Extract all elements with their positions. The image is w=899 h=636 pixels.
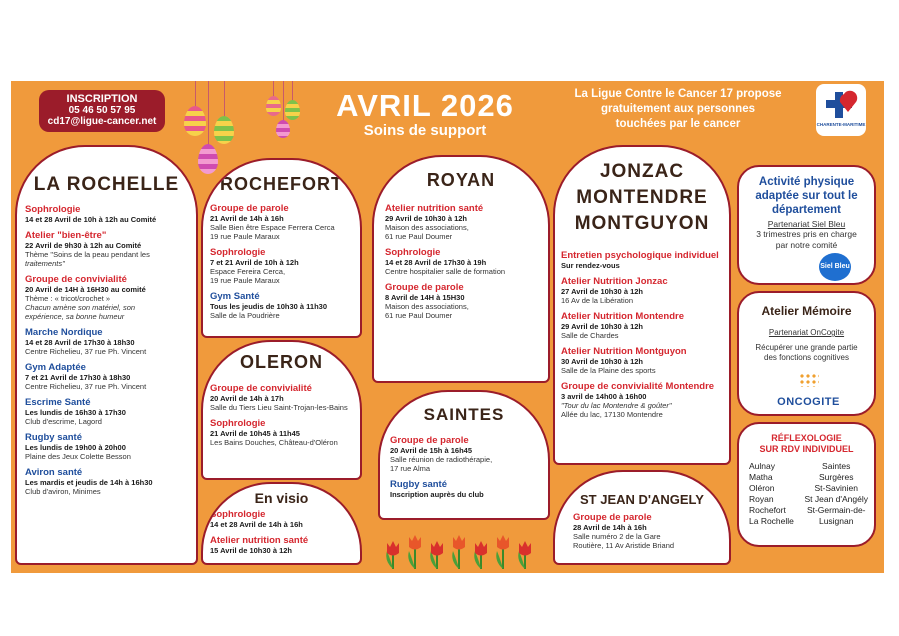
event-detail: Salle Bien être Espace Ferrera Cerca: [210, 223, 335, 232]
panel-description: [739, 229, 874, 251]
panel-jonzac-montendre-montguyon: [553, 145, 731, 465]
event-list: [203, 373, 360, 447]
city-item: St-Savinien: [814, 483, 858, 493]
city-item: Oléron: [749, 483, 775, 493]
egg-icon: [198, 144, 218, 174]
event-title: Gym Adaptée: [25, 362, 86, 373]
tulip-leaf: [452, 551, 459, 569]
event-date: 28 Avril de 14h à 16h: [573, 523, 647, 532]
panel-royan: [372, 155, 550, 383]
oncogite-flower-icon: [799, 373, 819, 387]
event-item: [561, 340, 729, 375]
event-detail: Club d'escrime, Lagord: [25, 417, 102, 426]
city-item: Matha: [749, 472, 773, 482]
event-date: 7 et 21 Avril de 17h30 à 18h30: [25, 373, 131, 382]
event-title: Groupe de parole: [573, 512, 652, 523]
event-title: Rugby santé: [390, 479, 448, 490]
tulip-flower-icon: [431, 541, 443, 556]
logo-caption: CHARENTE-MARITIME: [816, 122, 866, 127]
event-date: 22 Avril de 9h30 à 12h au Comité: [25, 241, 142, 250]
event-title: Escrime Santé: [25, 397, 91, 408]
ligue-cross-icon: [816, 84, 866, 136]
intro-line: gratuitement aux personnes: [600, 103, 755, 115]
event-item: [385, 276, 548, 320]
event-detail: Maison des associations,: [385, 302, 469, 311]
event-item: [25, 204, 196, 224]
event-title: Groupe de parole: [385, 282, 464, 293]
panel-title: OLERON: [239, 352, 323, 372]
event-detail: 17 rue Alma: [390, 464, 431, 473]
egg-icon: [214, 116, 234, 144]
event-detail: Salle de la Plaine des sports: [561, 366, 656, 375]
event-list: [203, 195, 360, 320]
city-item: La Rochelle: [749, 516, 794, 526]
event-date: 7 et 21 Avril de 10h à 12h: [210, 258, 299, 267]
intro-line: La Ligue Contre le Cancer 17 propose: [574, 88, 782, 100]
event-detail: Club d'aviron, Minimes: [25, 487, 101, 496]
panel-st-jean-dangely: [553, 470, 731, 565]
event-title: Aviron santé: [25, 467, 83, 478]
page-title: AVRIL 2026: [336, 88, 514, 123]
egg-icon: [184, 106, 206, 136]
tulip-leaf: [496, 551, 503, 569]
egg-icon: [276, 120, 290, 138]
event-item: [210, 285, 360, 320]
event-detail: Espace Fereira Cerca,: [210, 267, 286, 276]
panel-title: En visio: [254, 490, 309, 506]
event-item: [385, 203, 548, 241]
event-date: 27 Avril de 10h30 à 12h: [561, 287, 643, 296]
event-date: 20 Avril de 14H à 16H30 au comité: [25, 285, 146, 294]
panel-title-line: MONTENDRE: [576, 187, 708, 208]
event-date: Sur rendez-vous: [561, 261, 620, 270]
event-detail: Salle de la Poudrière: [210, 311, 280, 320]
tulips-decoration: [385, 521, 545, 571]
event-title: Groupe de convivialité: [210, 383, 312, 394]
panel-title: Atelier Mémoire: [761, 304, 852, 318]
city-item: Lusignan: [818, 516, 854, 526]
tulip-flower-icon: [497, 535, 509, 550]
panel-title-line: SUR RDV INDIVIDUEL: [759, 444, 854, 454]
oncogite-logo: ONCOGITE: [777, 396, 840, 408]
event-title: Groupe de convivialité Montendre: [561, 381, 715, 392]
event-detail: Centre hospitalier salle de formation: [385, 267, 506, 276]
event-date: 20 Avril de 14h à 17h: [210, 394, 284, 403]
event-date: Les mardis et jeudis de 14h à 16h30: [25, 478, 153, 487]
event-title: Atelier nutrition santé: [210, 535, 309, 546]
tulip-flower-icon: [409, 535, 421, 550]
intro-line: touchées par le cancer: [615, 118, 741, 130]
event-date: 14 et 28 Avril de 17h30 à 18h30: [25, 338, 135, 347]
panel-title-line: MONTGUYON: [574, 213, 710, 234]
event-detail: Salle réunion de radiothérapie,: [390, 455, 493, 464]
panel-reflexologie: [737, 422, 876, 547]
event-detail: Les Bains Douches, Château-d'Oléron: [210, 438, 338, 447]
city-item: St Jean d'Angély: [804, 494, 868, 504]
tulip-flower-icon: [387, 541, 399, 556]
panel-title-line: JONZAC: [599, 161, 685, 182]
inscription-pill: [39, 90, 165, 132]
event-item: [210, 529, 360, 555]
event-list: [555, 237, 729, 419]
panel-rochefort: [201, 158, 362, 338]
event-item: [210, 241, 360, 285]
event-detail: 19 rue Paule Maraux: [210, 232, 280, 241]
event-detail: Thème : « tricot/crochet »: [25, 294, 111, 303]
event-title: Groupe de parole: [210, 203, 289, 214]
description-line: des fonctions cognitives: [764, 353, 849, 362]
tulip-flower-icon: [519, 541, 531, 556]
panel-title-line: adaptée sur tout le: [755, 190, 858, 202]
event-item: [25, 461, 196, 496]
city-list-right: [804, 461, 868, 527]
event-date: Les lundis de 19h00 à 20h00: [25, 443, 126, 452]
event-title: Gym Santé: [210, 291, 260, 302]
event-item: [390, 473, 548, 499]
event-title: Atelier Nutrition Montguyon: [561, 346, 687, 357]
event-detail: "Tour du lac Montendre & goûter": [561, 401, 672, 410]
panel-saintes: [378, 390, 550, 520]
panel-title-line: Activité physique: [758, 176, 855, 188]
event-detail: Salle de Chardes: [561, 331, 619, 340]
event-item: [561, 270, 729, 305]
panel-la-rochelle: [15, 145, 198, 565]
event-item: [210, 412, 360, 447]
ligue-logo: [816, 84, 866, 136]
event-date: 29 Avril de 10h30 à 12h: [385, 214, 467, 223]
event-item: [25, 268, 196, 321]
event-date: 14 et 28 Avril de 10h à 12h au Comité: [25, 215, 157, 224]
event-detail: 61 rue Paul Doumer: [385, 232, 453, 241]
event-title: Sophrologie: [385, 247, 441, 258]
city-item: Aulnay: [749, 461, 775, 471]
partner-link: Partenariat OnCogite: [768, 328, 845, 337]
event-detail: expérience, sa bonne humeur: [25, 312, 125, 321]
event-title: Atelier Nutrition Jonzac: [561, 276, 668, 287]
event-title: Marche Nordique: [25, 327, 103, 338]
description-line: Récupérer une grande partie: [755, 343, 858, 352]
event-title: Sophrologie: [210, 418, 266, 429]
panel-title-line: département: [771, 204, 842, 216]
panel-description: [739, 343, 874, 363]
panel-oleron: [201, 340, 362, 480]
egg-icon: [266, 96, 281, 116]
event-date: 30 Avril de 10h30 à 12h: [561, 357, 643, 366]
event-detail: Centre Richelieu, 37 rue Ph. Vincent: [25, 382, 147, 391]
event-item: [561, 250, 729, 270]
panel-title: ROCHEFORT: [220, 174, 343, 194]
event-list: [203, 506, 360, 555]
intro-text: [553, 87, 803, 132]
event-detail: 19 rue Paule Maraux: [210, 276, 280, 285]
event-item: [25, 356, 196, 391]
phone-number: 05 46 50 57 95: [68, 105, 136, 116]
event-detail: Maison des associations,: [385, 223, 469, 232]
event-date: Les lundis de 16h30 à 17h30: [25, 408, 126, 417]
email-address: cd17@ligue-cancer.net: [47, 116, 157, 127]
panel-title: [739, 433, 874, 455]
panel-title: ST JEAN D'ANGELY: [580, 492, 704, 507]
panel-title: [555, 159, 729, 237]
event-list: [17, 196, 196, 496]
event-list: [555, 507, 729, 550]
inscription-label: INSCRIPTION: [66, 93, 138, 105]
description-line: par notre comité: [775, 240, 838, 250]
event-title: Groupe de convivialité: [25, 274, 127, 285]
event-date: 14 et 28 Avril de 14h à 16h: [210, 520, 303, 529]
city-item: Rochefort: [749, 505, 786, 515]
event-detail: traitements": [25, 259, 65, 268]
event-detail: Centre Richelieu, 37 rue Ph. Vincent: [25, 347, 147, 356]
event-title: Sophrologie: [210, 509, 266, 520]
city-item: Saintes: [822, 461, 851, 471]
event-title: Rugby santé: [25, 432, 83, 443]
event-item: [210, 509, 360, 529]
event-title: Sophrologie: [210, 247, 266, 258]
city-item: Surgères: [818, 472, 854, 482]
event-title: Entretien psychologique individuel: [561, 250, 719, 261]
description-line: 3 trimestres pris en charge: [756, 229, 857, 239]
event-date: 29 Avril de 10h30 à 12h: [561, 322, 643, 331]
event-date: 21 Avril de 14h à 16h: [210, 214, 284, 223]
event-item: [390, 435, 548, 473]
event-item: [561, 375, 729, 419]
event-place: Routière, 11 Av Aristide Briand: [573, 541, 675, 550]
event-item: [210, 203, 360, 241]
event-detail: Salle du Tiers Lieu Saint-Trojan-les-Bains: [210, 403, 348, 412]
event-date: 8 Avril de 14H à 15H30: [385, 293, 465, 302]
event-title: Groupe de parole: [390, 435, 469, 446]
event-title: Sophrologie: [25, 204, 81, 215]
event-title: Atelier "bien-être": [25, 230, 107, 241]
panel-atelier-memoire: [737, 291, 876, 416]
event-date: 20 Avril de 15h à 16h45: [390, 446, 472, 455]
tulip-flower-icon: [475, 541, 487, 556]
event-date: 15 Avril de 10h30 à 12h: [210, 546, 292, 555]
event-detail: 16 Av de la Libération: [561, 296, 634, 305]
event-detail: Plaine des Jeux Colette Besson: [25, 452, 131, 461]
event-detail: 61 rue Paul Doumer: [385, 311, 453, 320]
event-date: Inscription auprès du club: [390, 490, 484, 499]
page-subtitle: Soins de support: [363, 122, 487, 139]
event-date: Tous les jeudis de 10h30 à 11h30: [210, 302, 328, 311]
event-detail: Thème "Soins de la peau pendant les: [25, 250, 150, 259]
panel-activite-physique: [737, 165, 876, 285]
partner-link: Partenariat Siel Bleu: [767, 219, 846, 229]
event-list: [380, 425, 548, 499]
event-place: Salle numéro 2 de la Gare: [573, 532, 661, 541]
panel-title: LA ROCHELLE: [33, 174, 180, 195]
event-date: 3 avril de 14h00 à 16h00: [561, 392, 647, 401]
event-date: 14 et 28 Avril de 17h30 à 19h: [385, 258, 487, 267]
panel-title: ROYAN: [426, 170, 496, 190]
event-item: [385, 241, 548, 276]
event-item: [25, 321, 196, 356]
event-detail: Allée du lac, 17130 Montendre: [561, 410, 663, 419]
event-item: [25, 224, 196, 268]
panel-title: [739, 175, 874, 217]
event-item: [25, 391, 196, 426]
panel-title-line: RÉFLEXOLOGIE: [771, 433, 842, 443]
city-item: St-Germain-de-: [806, 505, 866, 515]
siel-bleu-logo: Siel Bleu: [819, 253, 851, 281]
city-list-left: [749, 461, 794, 527]
event-detail: Chacun amène son matériel, son: [25, 303, 136, 312]
event-title: Atelier Nutrition Montendre: [561, 311, 684, 322]
tulip-leaf: [408, 551, 415, 569]
city-item: Royan: [749, 494, 774, 504]
event-item: [561, 305, 729, 340]
event-item: [210, 383, 360, 412]
event-date: 21 Avril de 10h45 à 11h45: [210, 429, 300, 438]
event-item: [25, 426, 196, 461]
event-title: Atelier nutrition santé: [385, 203, 484, 214]
tulip-flower-icon: [453, 535, 465, 550]
event-list: [374, 191, 548, 320]
egg-icon: [285, 100, 300, 120]
panel-title: SAINTES: [423, 405, 505, 424]
